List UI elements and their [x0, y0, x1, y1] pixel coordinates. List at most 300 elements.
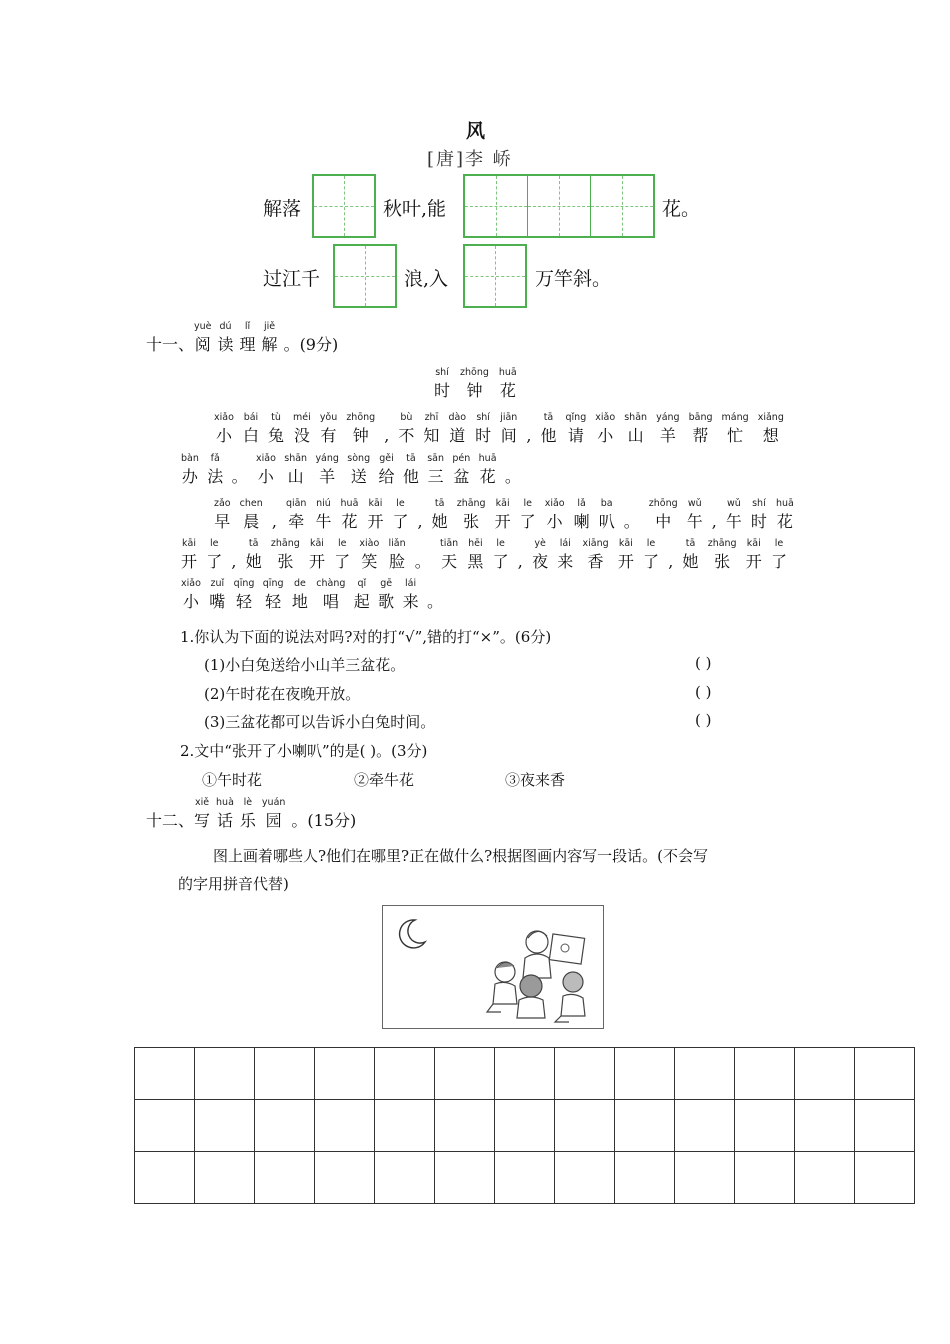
pinyin: tā: [406, 453, 416, 464]
hanzi: 起: [353, 592, 370, 611]
hanzi: ,: [517, 552, 523, 571]
hanzi: 给: [378, 467, 395, 486]
section11-title: [194, 320, 284, 356]
grid-cell[interactable]: [435, 1152, 495, 1204]
pinyin: tù: [271, 412, 281, 423]
hanzi: 了: [392, 512, 409, 531]
ruby-char: [505, 452, 521, 488]
section11-heading: [146, 320, 338, 356]
pinyin: gē: [380, 578, 393, 589]
pinyin: shí: [752, 498, 766, 509]
ruby-char: [272, 497, 277, 533]
hanzi: 牵: [288, 512, 305, 531]
hanzi: 时: [475, 426, 492, 445]
poem-line1-part2: 秋叶,能: [383, 198, 447, 220]
hanzi: 盆: [453, 467, 470, 486]
ruby-char: [392, 497, 408, 533]
pinyin: máng: [721, 412, 749, 423]
hanzi: 钟: [352, 426, 369, 445]
pinyin: chen: [239, 498, 263, 509]
hanzi: 午: [725, 512, 742, 531]
grid-cell[interactable]: [195, 1100, 255, 1152]
pinyin: qīng: [262, 578, 284, 589]
ruby-char: [771, 537, 787, 573]
pinyin: zhōng: [648, 498, 678, 509]
grid-cell[interactable]: [555, 1100, 615, 1152]
ruby-char: [403, 577, 419, 613]
ruby-char: [746, 537, 762, 573]
ruby-char: [566, 411, 587, 447]
pinyin: le: [209, 538, 219, 549]
ruby-char: [582, 537, 608, 573]
pinyin: lǎ: [577, 498, 586, 509]
poem-line2-part1: 过江千: [263, 268, 321, 290]
pinyin: zhōng: [346, 412, 376, 423]
grid-cell[interactable]: [855, 1100, 915, 1152]
hanzi: 开: [367, 512, 384, 531]
ruby-char: [479, 452, 497, 488]
grid-cell[interactable]: [615, 1100, 675, 1152]
ruby-char: [347, 452, 370, 488]
ruby-char: [214, 497, 231, 533]
hanzi: 请: [567, 426, 584, 445]
grid-cell[interactable]: [315, 1100, 375, 1152]
grid-cell[interactable]: [735, 1152, 795, 1204]
pinyin: yáng: [315, 453, 339, 464]
ruby-char: [346, 411, 375, 447]
hanzi: 花: [479, 467, 496, 486]
pinyin: xiāng: [582, 538, 609, 549]
hanzi: 小: [215, 426, 232, 445]
ruby-char: [434, 366, 450, 402]
hanzi: 张: [277, 552, 294, 571]
q1-answer-3[interactable]: ( ): [695, 711, 712, 729]
pinyin: shān: [624, 412, 648, 423]
grid-cell[interactable]: [255, 1048, 315, 1100]
ruby-char: [262, 796, 286, 832]
ruby-char: [378, 577, 394, 613]
hanzi: 忙: [727, 426, 744, 445]
ruby-char: [423, 411, 439, 447]
q2-option-3[interactable]: ③夜来香: [505, 771, 566, 789]
pinyin: huā: [478, 453, 497, 464]
pinyin: hēi: [468, 538, 483, 549]
hanzi: 她: [682, 552, 699, 571]
ruby-char: [518, 537, 523, 573]
ruby-char: [418, 497, 423, 533]
hanzi: 了: [206, 552, 223, 571]
hanzi: 兔: [267, 426, 284, 445]
poem-line2-part3: 万竿斜。: [535, 268, 612, 290]
hanzi: 歌: [378, 592, 395, 611]
pinyin: lái: [559, 538, 571, 549]
pinyin: lái: [405, 578, 417, 589]
ruby-char: [194, 320, 212, 356]
ruby-char: [214, 411, 234, 447]
pinyin: kāi: [495, 498, 510, 509]
hanzi: 开: [745, 552, 762, 571]
passage-line-4: [181, 537, 787, 573]
answer-box-1[interactable]: [312, 174, 376, 238]
ruby-char: [218, 320, 234, 356]
section12-heading: [146, 796, 356, 832]
ruby-char: [284, 452, 307, 488]
ruby-char: [495, 497, 511, 533]
pinyin: xiǎo: [544, 498, 565, 509]
hanzi: 张: [463, 512, 480, 531]
ruby-char: [246, 537, 262, 573]
hanzi: 没: [293, 426, 310, 445]
ruby-char: [240, 320, 256, 356]
answer-box-4[interactable]: [463, 244, 527, 308]
writing-picture: [382, 905, 604, 1029]
pinyin: sān: [427, 453, 445, 464]
grid-cell[interactable]: [495, 1048, 555, 1100]
ruby-char: [209, 577, 225, 613]
ruby-char: [293, 411, 311, 447]
question-2: 2.文中“张开了小喇叭”的是( )。(3分): [180, 742, 428, 760]
hanzi: 。: [426, 592, 443, 611]
hanzi: 了: [334, 552, 351, 571]
ruby-char: [262, 320, 278, 356]
pinyin: kāi: [368, 498, 383, 509]
question-1: 1.你认为下面的说法对吗?对的打“√”,错的打“×”。(6分): [180, 628, 552, 646]
grid-cell[interactable]: [675, 1048, 735, 1100]
pinyin: bàn: [181, 453, 199, 464]
hanzi: 知: [423, 426, 440, 445]
hanzi: 时: [434, 381, 451, 400]
q1-item-2: (2)午时花在夜晚开放。: [204, 685, 361, 703]
pinyin: fǎ: [210, 453, 220, 464]
pinyin: shān: [284, 453, 308, 464]
ruby-char: [452, 452, 470, 488]
pinyin: zhāng: [270, 538, 300, 549]
hanzi: 。: [231, 467, 248, 486]
ruby-char: [181, 537, 197, 573]
ruby-char: [315, 452, 339, 488]
pinyin: xiǎo: [214, 412, 234, 423]
ruby-char: [231, 537, 236, 573]
pinyin: kāi: [746, 538, 761, 549]
pinyin: le: [646, 538, 656, 549]
hanzi: 了: [492, 552, 509, 571]
grid-cell[interactable]: [795, 1100, 855, 1152]
hanzi: 山: [287, 467, 304, 486]
pinyin: zuǐ: [210, 578, 225, 589]
hanzi: ,: [668, 552, 674, 571]
ruby-char: [271, 537, 300, 573]
hanzi: 唱: [322, 592, 339, 611]
pinyin: wǔ: [687, 498, 702, 509]
pinyin: le: [523, 498, 532, 509]
q1-answer-2[interactable]: ( ): [695, 683, 712, 701]
grid-cell[interactable]: [495, 1152, 555, 1204]
pinyin: méi: [293, 412, 311, 423]
hanzi: 夜: [532, 552, 549, 571]
hanzi: 羊: [319, 467, 336, 486]
poem-title: 风: [466, 120, 486, 142]
hanzi: 帮: [692, 426, 709, 445]
poem-line2-part2: 浪,入: [404, 268, 449, 290]
pinyin: niú: [316, 498, 331, 509]
grid-cell[interactable]: [375, 1048, 435, 1100]
hanzi: 山: [627, 426, 644, 445]
ruby-char: [194, 796, 210, 832]
section11-number: 十一、: [146, 335, 195, 354]
pinyin: shí: [435, 367, 449, 378]
grid-cell[interactable]: [435, 1048, 495, 1100]
hanzi: 开: [494, 512, 511, 531]
pinyin: zhī: [424, 412, 439, 423]
passage-title: [434, 366, 527, 402]
pinyin: le: [496, 538, 505, 549]
hanzi: 送: [350, 467, 367, 486]
hanzi: 读: [217, 335, 234, 354]
writing-prompt-line1: 图上画着哪些人?他们在哪里?正在做什么?根据图画内容写一段话。(不会写: [213, 847, 708, 865]
answer-box-3[interactable]: [333, 244, 397, 308]
ruby-char: [359, 537, 379, 573]
ruby-char: [207, 452, 223, 488]
hanzi: 花: [341, 512, 358, 531]
grid-cell[interactable]: [735, 1100, 795, 1152]
hanzi: 有: [320, 426, 337, 445]
hanzi: 午: [686, 512, 703, 531]
ruby-char: [415, 537, 431, 573]
hanzi: ,: [231, 552, 237, 571]
hanzi: 地: [291, 592, 308, 611]
moon-icon: [400, 920, 425, 948]
ruby-char: [403, 452, 419, 488]
grid-cell[interactable]: [315, 1048, 375, 1100]
answer-box-2[interactable]: [463, 174, 655, 238]
pinyin: le: [774, 538, 784, 549]
writing-grid[interactable]: [134, 1047, 915, 1204]
poem-author: [唐]李 峤: [427, 149, 513, 170]
hanzi: 解: [261, 335, 278, 354]
grid-cell[interactable]: [615, 1152, 675, 1204]
hanzi: 黑: [467, 552, 484, 571]
hanzi: 。: [504, 467, 521, 486]
ruby-char: [467, 537, 483, 573]
pinyin: liǎn: [388, 538, 406, 549]
q2-option-1[interactable]: ①午时花: [202, 771, 263, 789]
ruby-char: [545, 497, 565, 533]
hanzi: 办: [181, 467, 198, 486]
hanzi: 花: [499, 381, 516, 400]
hanzi: ,: [271, 512, 277, 531]
pinyin: tā: [685, 538, 696, 549]
ruby-char: [624, 497, 640, 533]
hanzi: 轻: [265, 592, 282, 611]
ruby-char: [758, 411, 784, 447]
ruby-char: [500, 411, 517, 447]
ruby-char: [427, 577, 443, 613]
pinyin: le: [337, 538, 347, 549]
grid-cell[interactable]: [795, 1152, 855, 1204]
ruby-char: [618, 537, 634, 573]
hanzi: 乐: [239, 811, 256, 830]
ruby-char: [292, 577, 308, 613]
hanzi: 小: [546, 512, 563, 531]
pinyin: qǐ: [357, 578, 367, 589]
grid-cell[interactable]: [255, 1100, 315, 1152]
grid-cell[interactable]: [615, 1048, 675, 1100]
hanzi: 他: [540, 426, 557, 445]
hanzi: 晨: [243, 512, 260, 531]
ruby-char: [268, 411, 284, 447]
ruby-char: [624, 411, 647, 447]
pinyin: zǎo: [214, 498, 231, 509]
grid-row: [135, 1100, 915, 1152]
writing-prompt-line2: 的字用拼音代替): [178, 875, 289, 893]
hanzi: 来: [402, 592, 419, 611]
ruby-char: [354, 577, 370, 613]
pinyin: xiǎo: [595, 412, 616, 423]
q1-item-3: (3)三盆花都可以告诉小白兔时间。: [204, 713, 436, 731]
grid-cell[interactable]: [195, 1048, 255, 1100]
grid-cell[interactable]: [555, 1152, 615, 1204]
ruby-char: [256, 452, 276, 488]
pinyin: yáng: [656, 412, 680, 423]
hanzi: 不: [398, 426, 415, 445]
grid-row: [135, 1152, 915, 1204]
ruby-char: [751, 497, 767, 533]
pinyin: huā: [340, 498, 359, 509]
hanzi: 话: [216, 811, 233, 830]
pinyin: huā: [775, 498, 794, 509]
pinyin: kāi: [182, 538, 196, 549]
grid-cell[interactable]: [375, 1152, 435, 1204]
section12-suffix: 。(15分): [291, 811, 357, 830]
hanzi: ,: [711, 512, 717, 531]
hanzi: 牛: [315, 512, 332, 531]
hanzi: 开: [308, 552, 325, 571]
hanzi: 轻: [236, 592, 253, 611]
pinyin: shí: [476, 412, 490, 423]
pinyin: bái: [243, 412, 259, 423]
pinyin: gěi: [379, 453, 394, 464]
hanzi: 张: [714, 552, 731, 571]
ruby-char: [526, 411, 531, 447]
ruby-char: [440, 537, 458, 573]
ruby-char: [683, 537, 699, 573]
grid-cell[interactable]: [315, 1152, 375, 1204]
hanzi: 笑: [361, 552, 378, 571]
ruby-char: [557, 537, 573, 573]
ruby-char: [689, 411, 713, 447]
hanzi: 花: [776, 512, 793, 531]
pinyin: bāng: [688, 412, 713, 423]
pinyin: xiǎo: [255, 453, 276, 464]
hanzi: 她: [431, 512, 448, 531]
pinyin: dào: [448, 412, 467, 423]
hanzi: ,: [384, 426, 390, 445]
pinyin: kāi: [618, 538, 633, 549]
ruby-char: [216, 796, 234, 832]
ruby-char: [712, 497, 717, 533]
pinyin: xiǎo: [181, 578, 201, 589]
hanzi: 香: [587, 552, 604, 571]
pinyin: lǐ: [244, 321, 251, 332]
ruby-char: [726, 497, 742, 533]
hanzi: ,: [526, 426, 532, 445]
pinyin: le: [396, 498, 405, 509]
ruby-char: [499, 366, 517, 402]
pinyin: zhāng: [707, 538, 737, 549]
grid-cell[interactable]: [675, 1152, 735, 1204]
pinyin: pén: [452, 453, 471, 464]
pinyin: dú: [219, 321, 232, 332]
pinyin: wǔ: [726, 498, 741, 509]
pinyin: ba: [600, 498, 613, 509]
hanzi: 了: [643, 552, 660, 571]
grid-cell[interactable]: [195, 1152, 255, 1204]
ruby-char: [240, 497, 263, 533]
grid-cell[interactable]: [675, 1100, 735, 1152]
hanzi: 小: [257, 467, 274, 486]
ruby-char: [286, 497, 307, 533]
grid-cell[interactable]: [255, 1152, 315, 1204]
hanzi: 。: [623, 512, 640, 531]
ruby-char: [493, 537, 509, 573]
ruby-char: [243, 411, 259, 447]
grid-cell[interactable]: [795, 1048, 855, 1100]
grid-cell[interactable]: [495, 1100, 555, 1152]
ruby-char: [240, 796, 256, 832]
hanzi: 叭: [598, 512, 615, 531]
hanzi: 她: [245, 552, 262, 571]
hanzi: 法: [207, 467, 224, 486]
pinyin: xiě: [194, 797, 210, 808]
ruby-char: [595, 411, 615, 447]
grid-cell[interactable]: [375, 1100, 435, 1152]
grid-cell[interactable]: [555, 1048, 615, 1100]
hanzi: 了: [519, 512, 536, 531]
hanzi: 园: [265, 811, 282, 830]
hanzi: 开: [617, 552, 634, 571]
ruby-char: [656, 411, 680, 447]
pinyin: de: [293, 578, 306, 589]
ruby-char: [367, 497, 383, 533]
grid-cell[interactable]: [135, 1048, 195, 1100]
q2-option-2[interactable]: ②牵牛花: [354, 771, 415, 789]
pinyin: tā: [248, 538, 259, 549]
grid-cell[interactable]: [855, 1152, 915, 1204]
ruby-char: [722, 411, 749, 447]
grid-cell[interactable]: [135, 1152, 195, 1204]
ruby-char: [309, 537, 325, 573]
pinyin: bù: [400, 412, 413, 423]
passage-line-1: [214, 411, 784, 447]
children-reading-illustration: [383, 906, 603, 1028]
pinyin: qiān: [285, 498, 307, 509]
ruby-char: [599, 497, 615, 533]
pinyin: tā: [543, 412, 554, 423]
grid-cell[interactable]: [735, 1048, 795, 1100]
passage-line-3: [214, 497, 794, 533]
hanzi: 。: [414, 552, 431, 571]
grid-cell[interactable]: [855, 1048, 915, 1100]
pinyin: tā: [434, 498, 445, 509]
grid-cell[interactable]: [135, 1100, 195, 1152]
ruby-char: [334, 537, 350, 573]
q1-answer-1[interactable]: ( ): [695, 654, 712, 672]
hanzi: 想: [762, 426, 779, 445]
ruby-char: [234, 577, 255, 613]
hanzi: 白: [242, 426, 259, 445]
poem-line1-part1: 解落: [263, 198, 302, 220]
grid-cell[interactable]: [435, 1100, 495, 1152]
